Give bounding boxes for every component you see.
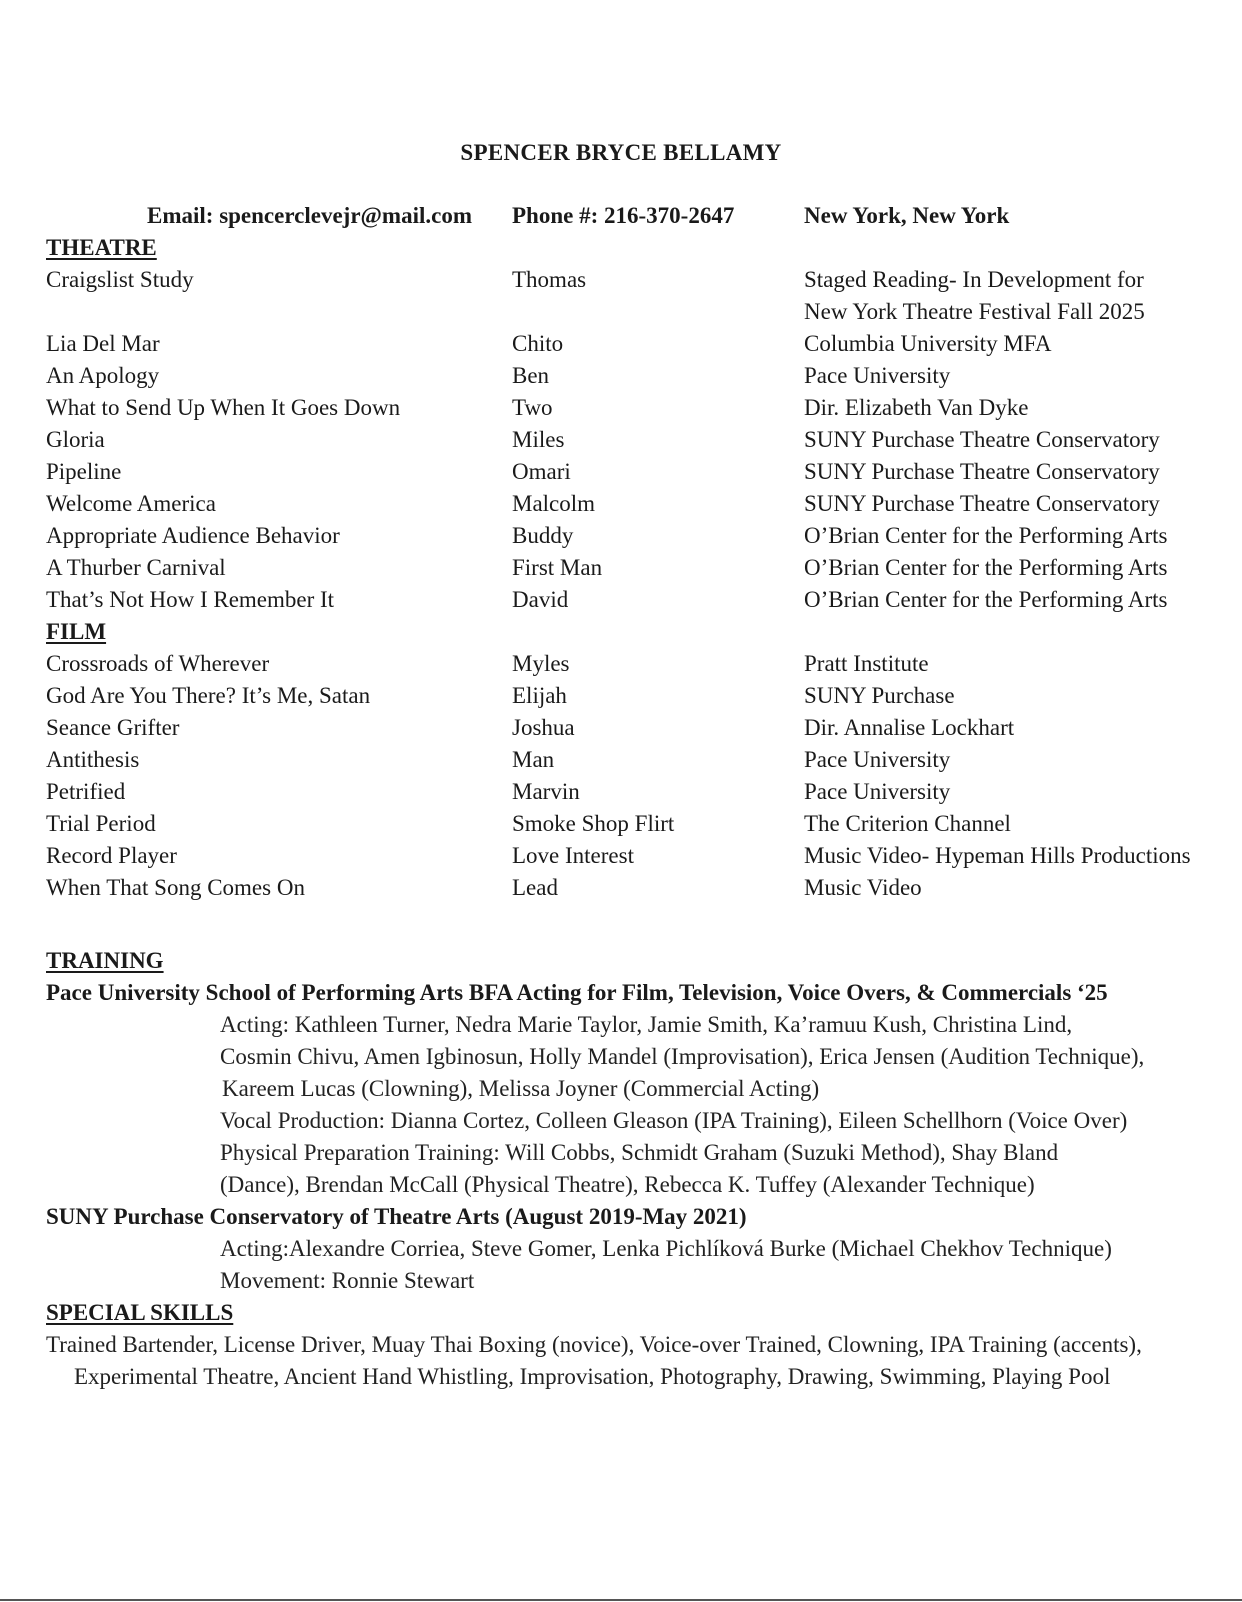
credit-venue: Pace University	[804, 363, 951, 388]
credit-venue: O’Brian Center for the Performing Arts	[804, 555, 1168, 580]
credit-title: Seance Grifter	[46, 715, 180, 740]
credit-venue: Dir. Annalise Lockhart	[804, 715, 1015, 740]
training-school-suny: SUNY Purchase Conservatory of Theatre Arts (August 2019-May 2021)	[46, 1204, 747, 1229]
training-line: Vocal Production: Dianna Cortez, Colleen Gleason (IPA Training), Eileen Schellhorn (Voice Over)	[220, 1108, 1128, 1133]
location: New York, New York	[804, 203, 1010, 228]
credit-title: Craigslist Study	[46, 267, 194, 292]
credit-venue: SUNY Purchase	[804, 683, 955, 708]
credit-role: David	[512, 587, 569, 612]
credit-role: Lead	[512, 875, 558, 900]
credit-title: Pipeline	[46, 459, 122, 484]
credit-venue: O’Brian Center for the Performing Arts	[804, 523, 1168, 548]
credit-title: Welcome America	[46, 491, 216, 516]
credit-venue: O’Brian Center for the Performing Arts	[804, 587, 1168, 612]
section-heading-training: TRAINING	[46, 948, 164, 973]
credit-role: Ben	[512, 363, 550, 388]
credit-venue: New York Theatre Festival Fall 2025	[804, 299, 1145, 324]
credit-role: Two	[512, 395, 553, 420]
training-line: (Dance), Brendan McCall (Physical Theatre), Rebecca K. Tuffey (Alexander Technique)	[220, 1172, 1035, 1197]
credit-venue: Dir. Elizabeth Van Dyke	[804, 395, 1029, 420]
credit-role: Man	[512, 747, 555, 772]
credit-title: That’s Not How I Remember It	[46, 587, 335, 612]
training-school-pace: Pace University School of Performing Arts BFA Acting for Film, Television, Voice Overs, & Commercials ‘25	[46, 980, 1108, 1005]
page-bottom-edge	[0, 1599, 1242, 1601]
credit-venue: SUNY Purchase Theatre Conservatory	[804, 427, 1160, 452]
skills-line: Experimental Theatre, Ancient Hand Whistling, Improvisation, Photography, Drawing, Swimming, Playing Pool	[74, 1364, 1111, 1389]
credit-role: Miles	[512, 427, 565, 452]
training-line: Movement: Ronnie Stewart	[220, 1268, 475, 1293]
credit-title: Gloria	[46, 427, 105, 452]
credit-title: When That Song Comes On	[46, 875, 305, 900]
credit-venue: Staged Reading- In Development for	[804, 267, 1144, 292]
credit-role: Smoke Shop Flirt	[512, 811, 675, 836]
credit-venue: The Criterion Channel	[804, 811, 1011, 836]
credit-venue: Pace University	[804, 747, 951, 772]
credit-role: Elijah	[512, 683, 567, 708]
credit-title: An Apology	[46, 363, 160, 388]
credit-role: Thomas	[512, 267, 587, 292]
section-heading-film: FILM	[46, 619, 107, 644]
training-line: Acting:Alexandre Corriea, Steve Gomer, Lenka Pichlíková Burke (Michael Chekhov Technique)	[220, 1236, 1112, 1261]
credit-role: Marvin	[512, 779, 580, 804]
credit-venue: SUNY Purchase Theatre Conservatory	[804, 459, 1160, 484]
credit-venue: Music Video- Hypeman Hills Productions	[804, 843, 1191, 868]
credit-title: Crossroads of Wherever	[46, 651, 270, 676]
credit-role: Myles	[512, 651, 570, 676]
credit-role: Joshua	[512, 715, 575, 740]
credit-venue: SUNY Purchase Theatre Conservatory	[804, 491, 1160, 516]
skills-line: Trained Bartender, License Driver, Muay Thai Boxing (novice), Voice-over Trained, Clowning, IPA Training (accents),	[46, 1332, 1142, 1357]
credit-title: Antithesis	[46, 747, 140, 772]
training-line: Physical Preparation Training: Will Cobbs, Schmidt Graham (Suzuki Method), Shay Bland	[220, 1140, 1059, 1165]
credit-role: Malcolm	[512, 491, 596, 516]
section-heading-theatre: THEATRE	[46, 235, 157, 260]
training-line: Acting: Kathleen Turner, Nedra Marie Taylor, Jamie Smith, Ka’ramuu Kush, Christina Lind,	[220, 1012, 1073, 1037]
credit-title: What to Send Up When It Goes Down	[46, 395, 401, 420]
phone-contact: Phone #: 216-370-2647	[512, 203, 735, 228]
credit-title: Petrified	[46, 779, 126, 804]
credit-role: Love Interest	[512, 843, 634, 868]
credit-venue: Columbia University MFA	[804, 331, 1052, 356]
training-line: Kareem Lucas (Clowning), Melissa Joyner (Commercial Acting)	[222, 1076, 820, 1101]
credit-title: Appropriate Audience Behavior	[46, 523, 340, 548]
email-contact: Email: spencerclevejr@mail.com	[147, 203, 472, 228]
credit-title: A Thurber Carnival	[46, 555, 226, 580]
credit-role: First Man	[512, 555, 603, 580]
credit-title: God Are You There? It’s Me, Satan	[46, 683, 371, 708]
credit-role: Omari	[512, 459, 571, 484]
credit-venue: Music Video	[804, 875, 922, 900]
credit-title: Record Player	[46, 843, 177, 868]
credit-title: Trial Period	[46, 811, 156, 836]
training-line: Cosmin Chivu, Amen Igbinosun, Holly Mandel (Improvisation), Erica Jensen (Audition Technique),	[220, 1044, 1145, 1069]
resume-name: SPENCER BRYCE BELLAMY	[460, 140, 782, 165]
credit-venue: Pace University	[804, 779, 951, 804]
section-heading-special-skills: SPECIAL SKILLS	[46, 1300, 234, 1325]
credit-role: Buddy	[512, 523, 574, 548]
credit-role: Chito	[512, 331, 564, 356]
credit-title: Lia Del Mar	[46, 331, 160, 356]
credit-venue: Pratt Institute	[804, 651, 929, 676]
